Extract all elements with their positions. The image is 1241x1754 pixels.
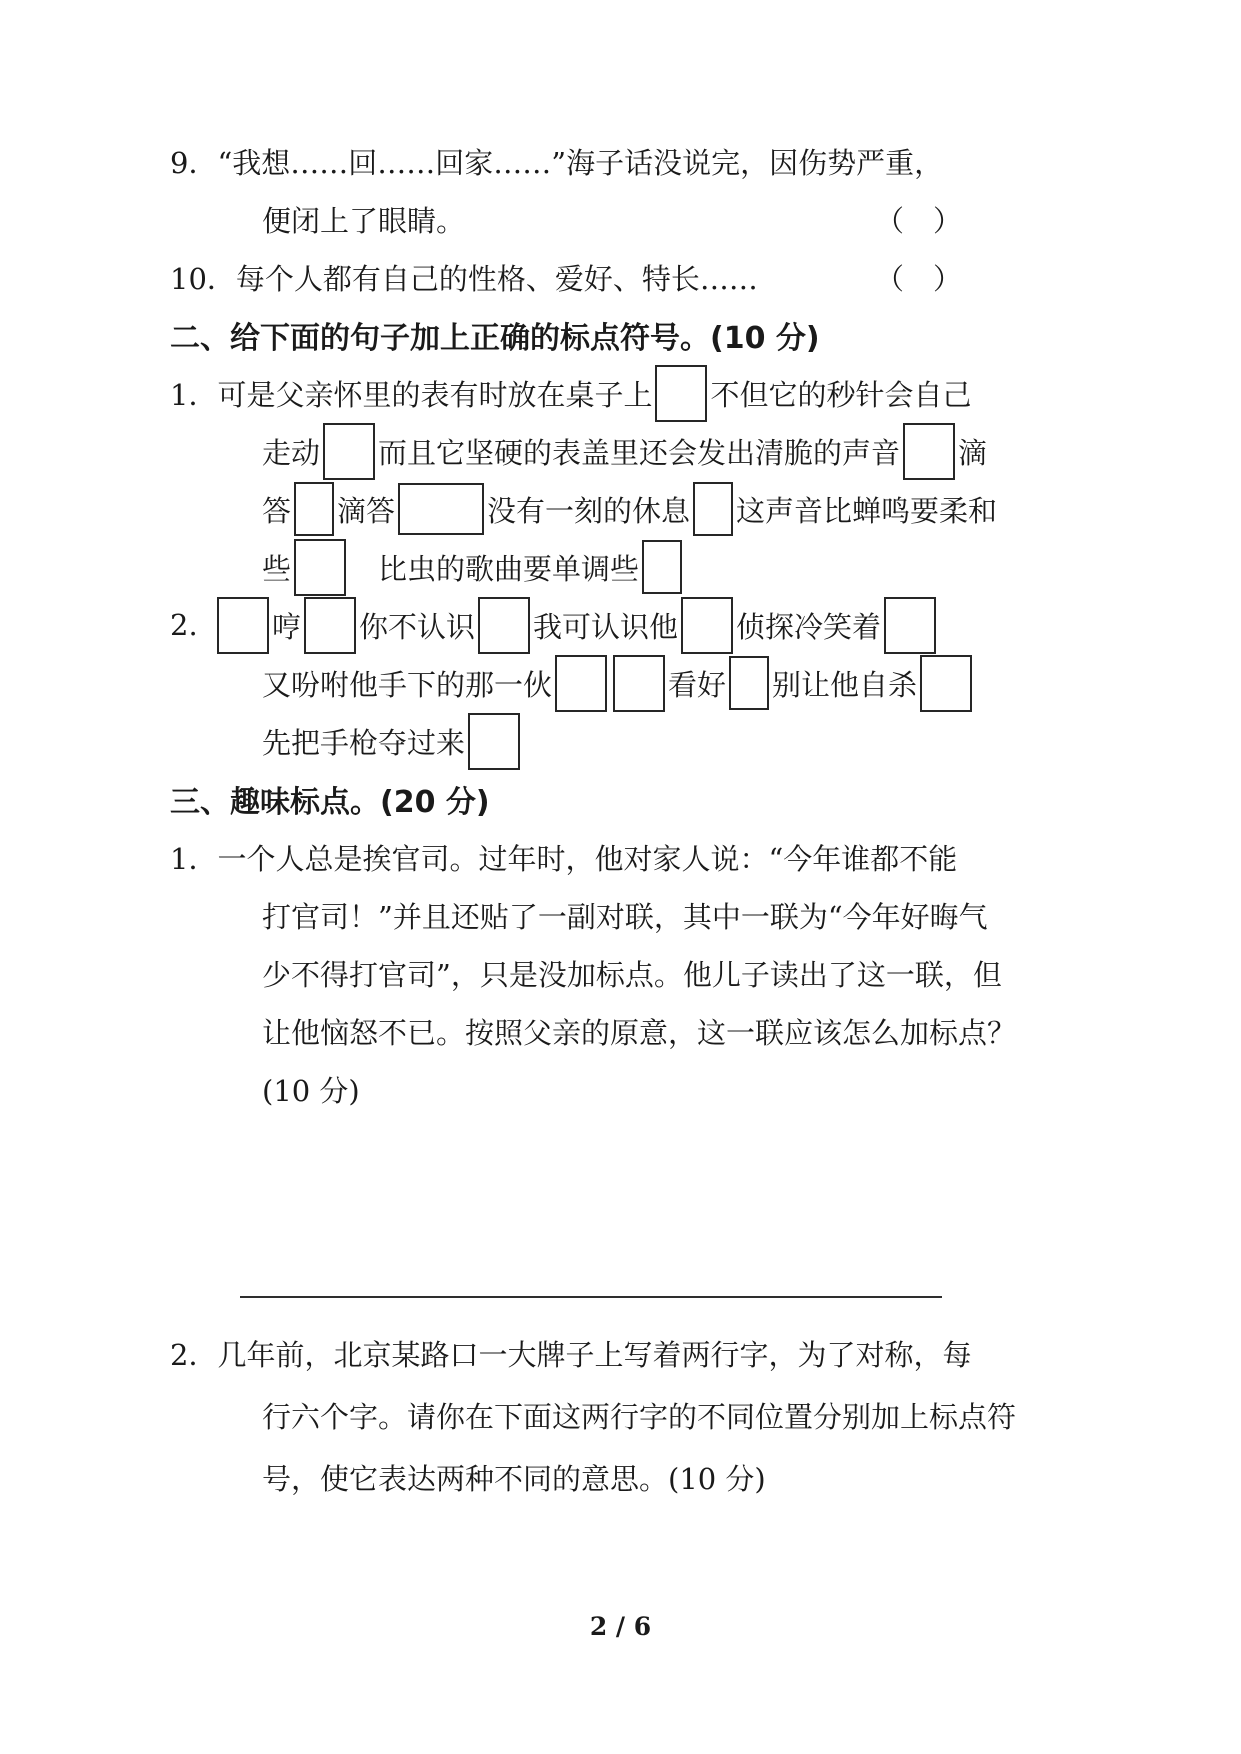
question-number: 10． <box>170 261 236 296</box>
points-label: (10 分) <box>262 1073 360 1108</box>
punctuation-line <box>262 655 975 712</box>
question-text: “我想……回……回家……”海子话没说完，因伤势严重， <box>217 145 944 180</box>
punctuation-answer-box[interactable] <box>642 540 682 594</box>
sentence-text: 哼 <box>272 609 302 644</box>
sentence-text: 别让他自杀 <box>772 667 918 702</box>
punctuation-answer-box[interactable] <box>323 423 375 480</box>
s2-q1-line-4 <box>170 538 962 596</box>
sentence-text: 滴答 <box>337 493 396 528</box>
question-9-line-1 <box>170 132 962 190</box>
s3-q2-line-1 <box>170 1322 972 1384</box>
punctuation-line <box>214 597 939 654</box>
page-number-footer: 2 / 6 <box>589 1612 652 1641</box>
punctuation-answer-box[interactable] <box>693 482 733 536</box>
question-number: 1． <box>170 841 218 876</box>
punctuation-line <box>217 365 971 422</box>
punctuation-line <box>262 539 685 596</box>
punctuation-answer-box[interactable] <box>398 483 484 535</box>
s2-q2-line-3 <box>170 712 962 770</box>
punctuation-answer-box[interactable] <box>294 539 346 596</box>
s3-q2-line-3 <box>170 1446 962 1508</box>
answer-paren[interactable]: （ ） <box>874 203 962 238</box>
sentence-text: 我可认识他 <box>533 609 679 644</box>
punctuation-answer-box[interactable] <box>903 423 955 480</box>
punctuation-line <box>262 482 997 536</box>
worksheet-content <box>170 132 1017 1508</box>
punctuation-answer-box[interactable] <box>304 597 356 654</box>
question-text: 一个人总是挨官司。过年时，他对家人说：“今年谁都不能 <box>217 841 958 876</box>
punctuation-answer-box[interactable] <box>294 482 334 536</box>
punctuation-answer-box[interactable] <box>920 655 972 712</box>
punctuation-line <box>262 713 523 770</box>
sentence-text: 可是父亲怀里的表有时放在桌子上 <box>217 377 653 412</box>
punctuation-line <box>262 423 987 480</box>
answer-paren[interactable]: （ ） <box>874 261 962 296</box>
sentence-text: 滴 <box>958 435 988 470</box>
punctuation-answer-box[interactable] <box>729 656 769 710</box>
sentence-text: 这声音比蝉鸣要柔和 <box>736 493 998 528</box>
punctuation-answer-box[interactable] <box>655 365 707 422</box>
sentence-text: 侦探冷笑着 <box>736 609 882 644</box>
question-text: 打官司！”并且还贴了一副对联，其中一联为“今年好晦气 <box>262 899 988 934</box>
sentence-text: 没有一刻的休息 <box>487 493 691 528</box>
punctuation-answer-box[interactable] <box>478 597 530 654</box>
question-text: 几年前，北京某路口一大牌子上写着两行字，为了对称，每 <box>217 1337 972 1372</box>
s3-q1-points <box>170 1060 962 1118</box>
s3-q2-line-2 <box>170 1384 1017 1446</box>
sentence-text: 而且它坚硬的表盖里还会发出清脆的声音 <box>378 435 901 470</box>
sentence-text: 不但它的秒针会自己 <box>710 377 972 412</box>
punctuation-answer-box[interactable] <box>468 713 520 770</box>
s2-q1-line-1 <box>170 364 972 422</box>
question-number: 9． <box>170 145 218 180</box>
s2-q1-line-3 <box>170 480 998 538</box>
sentence-text: 又吩咐他手下的那一伙 <box>262 667 553 702</box>
question-text: 每个人都有自己的性格、爱好、特长…… <box>235 261 758 296</box>
question-text: 少不得打官司”，只是没加标点。他儿子读出了这一联，但 <box>262 957 1002 992</box>
question-10 <box>170 248 962 306</box>
question-text: 行六个字。请你在下面这两行字的不同位置分别加上标点符 <box>262 1399 1017 1434</box>
punctuation-answer-box[interactable] <box>555 655 607 712</box>
section-two-heading: 二、给下面的句子加上正确的标点符号。(10 分) <box>170 321 820 356</box>
punctuation-answer-box[interactable] <box>884 597 936 654</box>
sentence-text: 比虫的歌曲要单调些 <box>349 551 640 586</box>
answer-writing-line[interactable] <box>240 1296 942 1298</box>
question-text: 号，使它表达两种不同的意思。(10 分) <box>262 1461 766 1496</box>
question-number: 1． <box>170 377 218 412</box>
punctuation-answer-box[interactable] <box>681 597 733 654</box>
s3-q1-line-3 <box>170 944 1002 1002</box>
sentence-text: 看好 <box>668 667 727 702</box>
s2-q2-line-2 <box>170 654 962 712</box>
s3-q1-line-1 <box>170 828 962 886</box>
question-text: 让他恼怒不已。按照父亲的原意，这一联应该怎么加标点？ <box>262 1015 1017 1050</box>
section-three-heading: 三、趣味标点。(20 分) <box>170 785 490 820</box>
sentence-text: 先把手枪夺过来 <box>262 725 466 760</box>
sentence-text: 答 <box>262 493 292 528</box>
sentence-text: 走动 <box>262 435 321 470</box>
s3-q1-line-4 <box>170 1002 1017 1060</box>
question-text: 便闭上了眼睛。 <box>262 203 466 238</box>
s2-q1-line-2 <box>170 422 988 480</box>
punctuation-answer-box[interactable] <box>613 655 665 712</box>
sentence-text: 些 <box>262 551 292 586</box>
question-number: 2． <box>170 1337 218 1372</box>
sentence-text: 你不认识 <box>359 609 476 644</box>
question-9-line-2 <box>170 190 962 248</box>
s2-q2-line-1 <box>170 596 962 654</box>
question-number: 2. <box>170 608 198 642</box>
punctuation-answer-box[interactable] <box>217 597 269 654</box>
s3-q1-line-2 <box>170 886 988 944</box>
